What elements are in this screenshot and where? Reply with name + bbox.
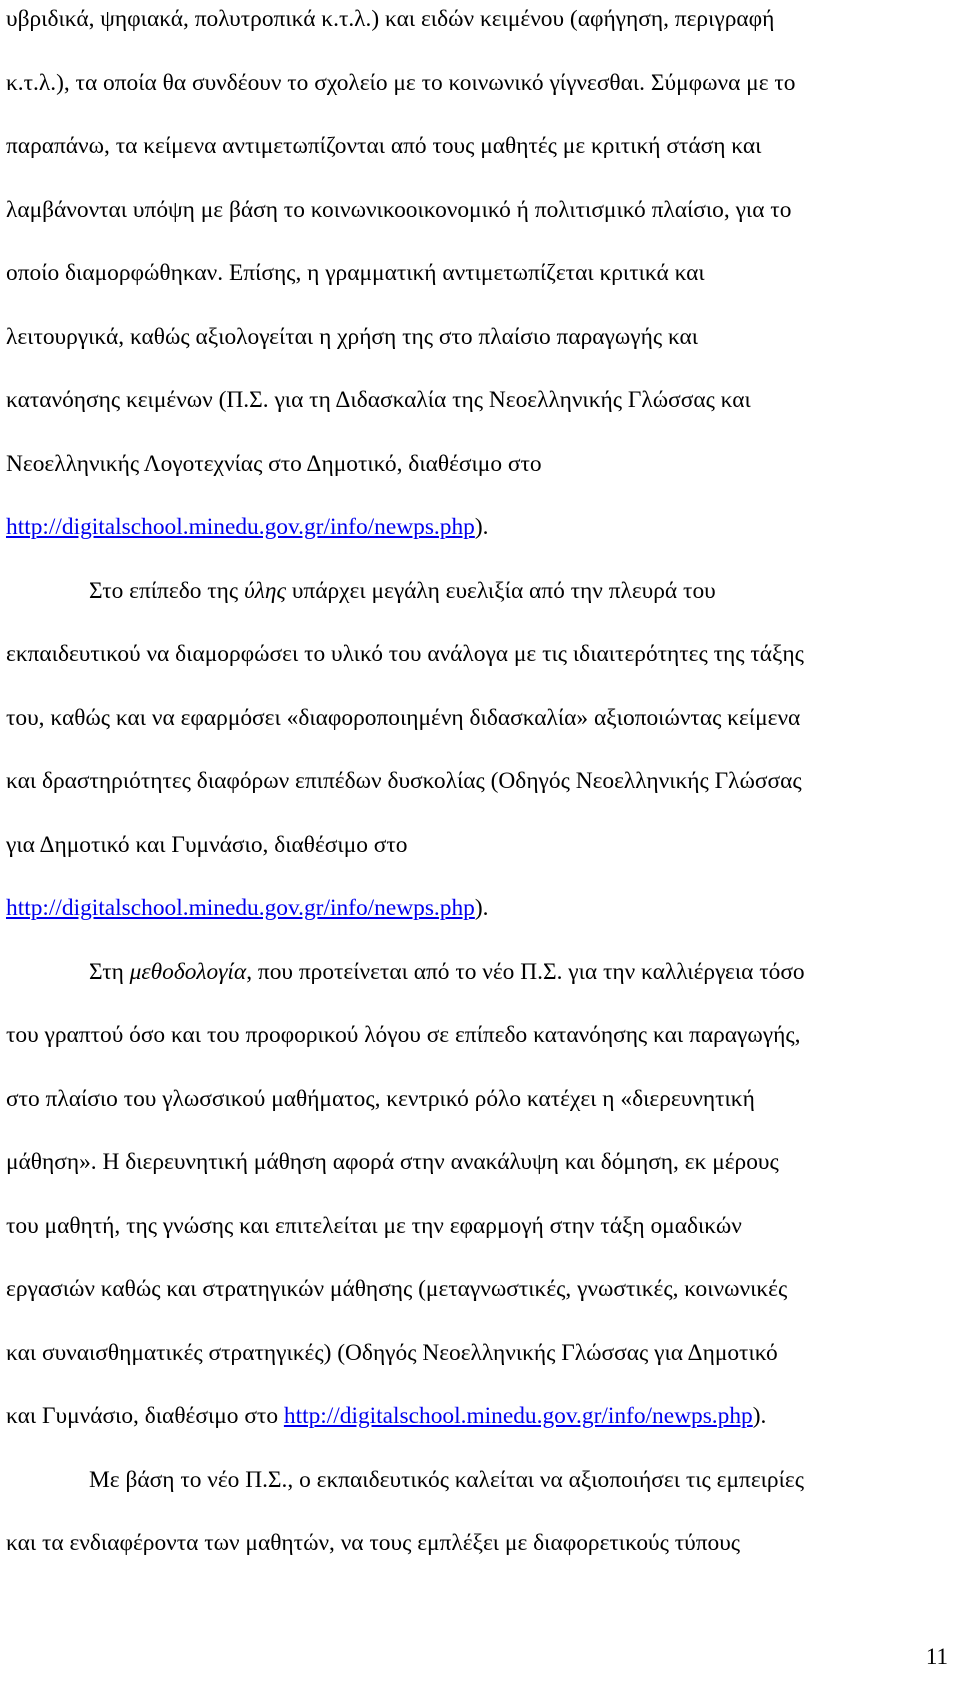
text-run: και Γυμνάσιο, διαθέσιμο στο: [6, 1403, 284, 1429]
text-line: μάθηση». Η διερευνητική μάθηση αφορά στην ανακάλυψη και δόμηση, εκ μέρους: [6, 1149, 779, 1175]
link-tail: ).: [474, 895, 489, 921]
text-line: [6, 1385, 942, 1449]
newps-link-3[interactable]: http://digitalschool.minedu.gov.gr/info/newps.php: [283, 1403, 753, 1429]
text-line: [6, 560, 942, 624]
text-line: [6, 877, 942, 941]
paragraph-4: [6, 1449, 942, 1576]
text-run: Στη: [89, 958, 130, 985]
text-line: [6, 941, 942, 1005]
text-line: του γραπτού όσο και του προφορικού λόγου σε επίπεδο κατανόησης και παραγωγής,: [6, 1022, 801, 1048]
text-run: υπάρχει μεγάλη ευελιξία από την πλευρά του: [285, 577, 716, 604]
text-line: του, καθώς και να εφαρμόσει «διαφοροποιημένη διδασκαλία» αξιοποιώντας κείμενα: [6, 704, 801, 731]
text-line: παραπάνω, τα κείμενα αντιμετωπίζονται από τους μαθητές με κριτική στάση και: [6, 133, 762, 159]
text-line: και συναισθηματικές στρατηγικές) (Οδηγός Νεοελληνικής Γλώσσας για Δημοτικό: [6, 1339, 778, 1366]
text-line: υβριδικά, ψηφιακά, πολυτροπικά κ.τ.λ.) και ειδών κειμένου (αφήγηση, περιγραφή: [6, 6, 775, 32]
text-line: εργασιών καθώς και στρατηγικών μάθησης (μεταγνωστικές, γνωστικές, κοινωνικές: [6, 1276, 788, 1302]
link-tail: ).: [752, 1403, 767, 1429]
text-line: οποίο διαμορφώθηκαν. Επίσης, η γραμματική αντιμετωπίζεται κριτικά και: [6, 260, 705, 286]
emphasis-methodologia: μεθοδολογία: [129, 958, 247, 985]
page-number: 11: [925, 1644, 948, 1669]
text-line: στο πλαίσιο του γλωσσικού μαθήματος, κεντρικό ρόλο κατέχει η «διερευνητική: [6, 1085, 755, 1112]
paragraph-1: [6, 0, 942, 560]
text-line: εκπαιδευτικού να διαμορφώσει το υλικό του ανάλογα με τις ιδιαιτερότητες της τάξης: [6, 641, 804, 667]
newps-link-2[interactable]: http://digitalschool.minedu.gov.gr/info/newps.php: [6, 895, 475, 921]
text-line: και τα ενδιαφέροντα των μαθητών, να τους εμπλέξει με διαφορετικούς τύπους: [6, 1530, 741, 1556]
text-run: , που προτείνεται από το νέο Π.Σ. για την καλλιέργεια τόσο: [246, 958, 805, 985]
text-line: κατανόησης κειμένων (Π.Σ. για τη Διδασκαλία της Νεοελληνικής Γλώσσας και: [6, 387, 751, 413]
paragraph-2: [6, 560, 942, 941]
paragraph-3: [6, 941, 942, 1449]
link-tail: ).: [474, 514, 489, 540]
text-line: κ.τ.λ.), τα οποία θα συνδέουν το σχολείο με το κοινωνικό γίγνεσθαι. Σύμφωνα με το: [6, 69, 796, 96]
text-line: του μαθητή, της γνώσης και επιτελείται με την εφαρμογή στην τάξη ομαδικών: [6, 1212, 742, 1239]
text-line: λαμβάνονται υπόψη με βάση το κοινωνικοοικονομικό ή πολιτισμικό πλαίσιο, για το: [6, 196, 792, 223]
text-line: για Δημοτικό και Γυμνάσιο, διαθέσιμο στο: [6, 831, 408, 858]
emphasis-yli: ύλης: [244, 577, 286, 604]
text-line: Νεοελληνικής Λογοτεχνίας στο Δημοτικό, διαθέσιμο στο: [6, 450, 542, 477]
text-line: και δραστηριότητες διαφόρων επιπέδων δυσκολίας (Οδηγός Νεοελληνικής Γλώσσας: [6, 768, 802, 794]
newps-link-1[interactable]: http://digitalschool.minedu.gov.gr/info/newps.php: [6, 514, 475, 540]
text-line: λειτουργικά, καθώς αξιολογείται η χρήση της στο πλαίσιο παραγωγής και: [6, 323, 699, 350]
text-line: Με βάση το νέο Π.Σ., ο εκπαιδευτικός καλείται να αξιοποιήσει τις εμπειρίες: [89, 1466, 804, 1493]
text-line: [6, 496, 942, 560]
text-run: Στο επίπεδο της: [89, 577, 244, 604]
document-page: [6, 0, 942, 1576]
